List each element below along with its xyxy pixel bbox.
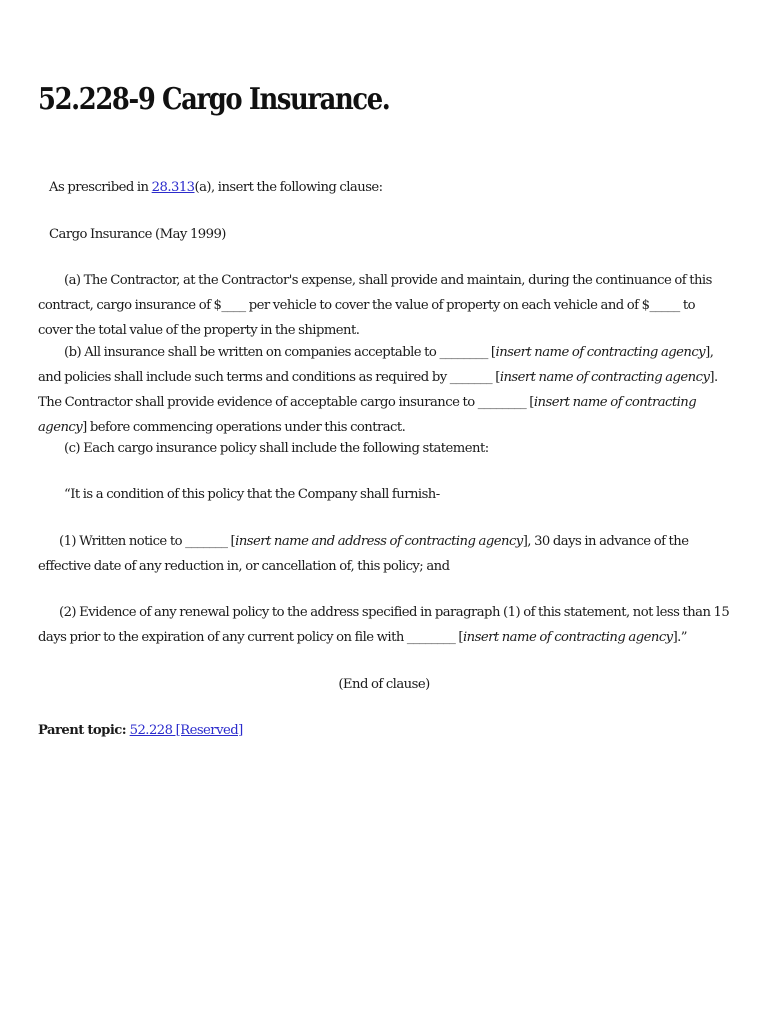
paragraph-c: (c) Each cargo insurance policy shall include the following statement: <box>64 441 489 456</box>
item-1-text-1: (1) Written notice to _______ [ <box>59 534 236 549</box>
prescription-text-after: (a), insert the following clause: <box>194 180 383 195</box>
paragraph-a: (a) The Contractor, at the Contractor's expense, shall provide and maintain, during the continuance of this contract, cargo insurance of $____ per vehicle to cover the value of property on each vehicle and of $_____ to cover the total value of the property in the shipment. <box>38 273 712 338</box>
paragraph-b-italic-3: insert name of contracting agency <box>38 395 697 435</box>
prescription-paragraph <box>38 175 730 200</box>
paragraph-b <box>38 340 730 440</box>
paragraph-b-italic-2: insert name of contracting agency <box>499 370 710 385</box>
parent-topic-link[interactable]: 52.228 [Reserved] <box>129 723 243 738</box>
clause-heading: Cargo Insurance (May 1999) <box>49 227 226 242</box>
section-link-28-313[interactable]: 28.313 <box>151 180 195 195</box>
quote-intro: “It is a condition of this policy that the Company shall furnish- <box>64 487 440 502</box>
item-2 <box>38 600 730 650</box>
paragraph-b-text-4: ] before commencing operations under this contract. <box>82 420 406 435</box>
paragraph-b-text-3: ]. The Contractor shall provide evidence of acceptable cargo insurance to ________ [ <box>38 370 718 410</box>
prescription-text-before: As prescribed in <box>49 180 152 195</box>
item-1-italic: insert name and address of contracting agency <box>235 534 523 549</box>
item-1-text-2: ], 30 days in advance of the effective date of any reduction in, or cancellation of, this policy; and <box>38 534 689 574</box>
parent-topic <box>38 718 730 743</box>
paragraph-b-text-2: ], and policies shall include such terms and conditions as required by _______ [ <box>38 345 714 385</box>
paragraph-b-text-1: (b) All insurance shall be written on companies acceptable to ________ [ <box>64 345 496 360</box>
parent-topic-label: Parent topic: <box>38 723 130 738</box>
item-2-italic: insert name of contracting agency <box>463 630 673 645</box>
item-1 <box>38 529 730 579</box>
item-2-text-1: (2) Evidence of any renewal policy to the address specified in paragraph (1) of this statement, not less than 15 days prior to the expiration of any current policy on file with ________ [ <box>38 605 730 645</box>
item-2-text-2: ].” <box>672 630 687 645</box>
end-of-clause: (End of clause) <box>338 677 430 692</box>
paragraph-b-italic-1: insert name of contracting agency <box>495 345 706 360</box>
page-title: 52.228-9 Cargo Insurance. <box>38 82 390 117</box>
